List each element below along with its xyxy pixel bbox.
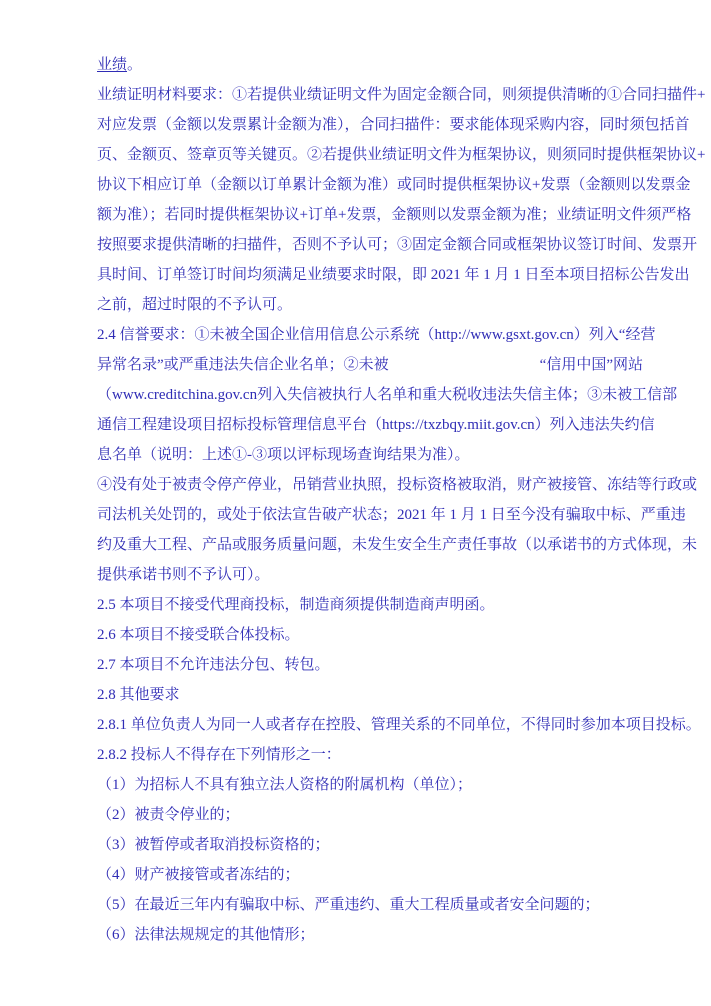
text-line: 提供承诺书则不予认可）。 bbox=[97, 567, 270, 583]
text-line: （5）在最近三年内有骗取中标、严重违约、重大工程质量或者安全问题的； bbox=[97, 897, 600, 913]
text-line-justified bbox=[97, 350, 643, 380]
text-line: 约及重大工程、产品或服务质量问题，未发生安全生产责任事故（以承诺书的方式体现，未 bbox=[97, 537, 698, 553]
text-line: （1）为招标人不具有独立法人资格的附属机构（单位）； bbox=[97, 777, 473, 793]
text-line: 额为准）；若同时提供框架协议+订单+发票，金额则以发票金额为准；业绩证明文件须严格 bbox=[97, 207, 692, 223]
text-line: 业绩证明材料要求：①若提供业绩证明文件为固定金额合同，则须提供清晰的①合同扫描件+ bbox=[97, 87, 706, 103]
text-line: （www.creditchina.gov.cn列入失信被执行人名单和重大税收违法失信主体；③未被工信部 bbox=[97, 387, 678, 403]
text-line: 2.6 本项目不接受联合体投标。 bbox=[97, 627, 300, 643]
text-line: 对应发票（金额以发票累计金额为准），合同扫描件：要求能体现采购内容，同时须包括首 bbox=[97, 117, 690, 133]
text-line: 2.8.1 单位负责人为同一人或者存在控股、管理关系的不同单位，不得同时参加本项目投标。 bbox=[97, 717, 701, 733]
document-body bbox=[97, 50, 706, 950]
text-line: 2.7 本项目不允许违法分包、转包。 bbox=[97, 657, 330, 673]
text-line: 通信工程建设项目招标投标管理信息平台（https://txzbqy.miit.gov.cn）列入违法失约信 bbox=[97, 417, 655, 433]
text-line: 按照要求提供清晰的扫描件，否则不予认可；③固定金额合同或框架协议签订时间、发票开 bbox=[97, 237, 698, 253]
text-run-left: 异常名录”或严重违法失信企业名单；②未被 bbox=[97, 357, 389, 373]
text-line: （6）法律法规规定的其他情形； bbox=[97, 927, 315, 943]
text-line: 协议下相应订单（金额以订单累计金额为准）或同时提供框架协议+发票（金额则以发票金 bbox=[97, 177, 691, 193]
text-line: ④没有处于被责令停产停业，吊销营业执照，投标资格被取消，财产被接管、冻结等行政或 bbox=[97, 477, 698, 493]
text-line: （2）被责令停业的； bbox=[97, 807, 240, 823]
text-line bbox=[97, 50, 643, 80]
text-line: （4）财产被接管或者冻结的； bbox=[97, 867, 300, 883]
text-line: 之前，超过时限的不予认可。 bbox=[97, 297, 293, 313]
text-line: 息名单（说明：上述①-③项以评标现场查询结果为准）。 bbox=[97, 447, 470, 463]
text-line: 页、金额页、签章页等关键页。②若提供业绩证明文件为框架协议，则须同时提供框架协议+ bbox=[97, 147, 706, 163]
text-line: 2.8.2 投标人不得存在下列情形之一： bbox=[97, 747, 341, 763]
text-run-right: “信用中国”网站 bbox=[539, 357, 643, 373]
text-line: （3）被暂停或者取消投标资格的； bbox=[97, 837, 330, 853]
text-line: 具时间、订单签订时间均须满足业绩要求时限，即 2021 年 1 月 1 日至本项目招标公告发出 bbox=[97, 267, 690, 283]
text-line: 2.8 其他要求 bbox=[97, 687, 180, 703]
text-run: 。 bbox=[127, 57, 143, 73]
text-line: 司法机关处罚的，或处于依法宣告破产状态；2021 年 1 月 1 日至今没有骗取中标、严重违 bbox=[97, 507, 686, 523]
text-line: 2.4 信誉要求：①未被全国企业信用信息公示系统（http://www.gsxt.gov.cn）列入“经营 bbox=[97, 327, 656, 343]
underlined-text: 业绩 bbox=[97, 57, 128, 73]
text-line: 2.5 本项目不接受代理商投标，制造商须提供制造商声明函。 bbox=[97, 597, 495, 613]
